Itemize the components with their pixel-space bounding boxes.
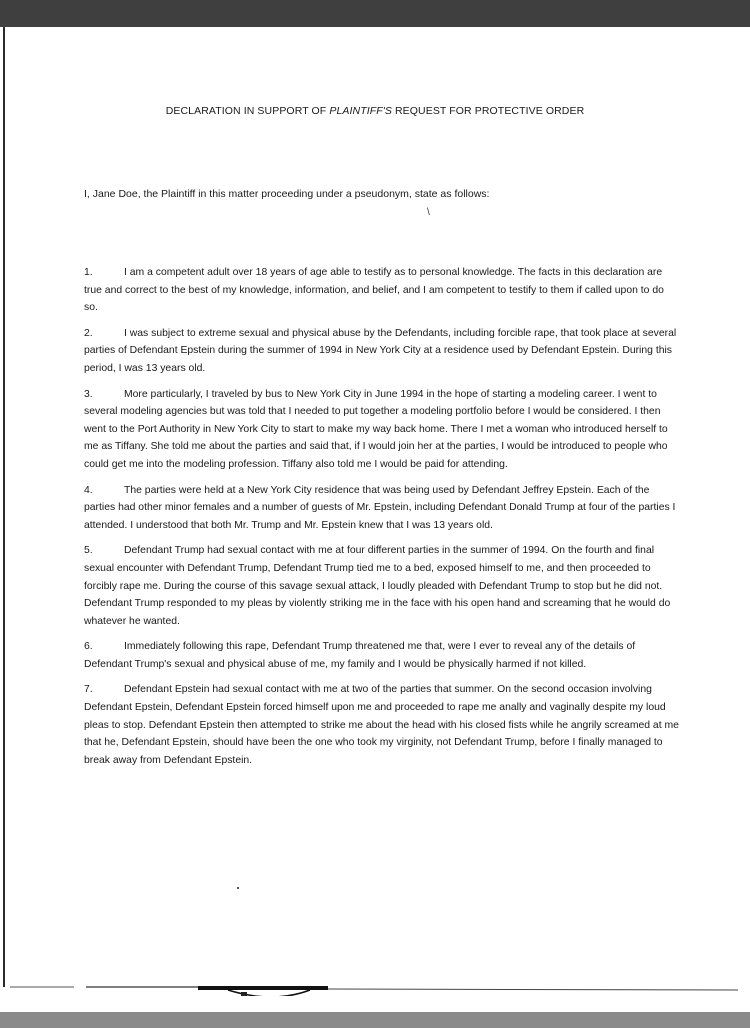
footer-scan-rule (8, 982, 738, 996)
paragraph-number: 5. (84, 545, 93, 557)
rule-thick-segment (198, 986, 328, 990)
stray-dot (237, 887, 239, 889)
title-italic: PLAINTIFF'S (329, 105, 392, 117)
paragraph (84, 482, 680, 535)
paragraph (84, 681, 680, 769)
rule-segment-right (328, 989, 738, 990)
document-title (0, 105, 750, 117)
paragraph-text: Immediately following this rape, Defendant Trump threatened me that, were I ever to reveal any of the details of Defendant Trump's sexual and physical abuse of me, my family and I would be physically harmed if not killed. (84, 641, 636, 670)
paragraph (84, 542, 680, 630)
document-page (0, 27, 750, 1012)
paragraph-number: 2. (84, 327, 93, 339)
paragraph-text: Defendant Trump had sexual contact with me at four different parties in the summer of 1994. On the fourth and final sexual encounter with Defendant Trump, Defendant Trump tied me to a bed, exposed himself to me, and then proceeded to forcibly rape me. During the course of this savage sexual attack, I loudly pleaded with Defendant Trump to stop but he did not. Defendant Trump responded to my pleas by violently striking me in the face with his open hand and screaming that he would do whatever he wanted. (84, 545, 671, 627)
paragraph-number: 4. (84, 484, 93, 496)
rule-mark (241, 992, 247, 996)
paragraph (84, 638, 680, 673)
paragraph-text: More particularly, I traveled by bus to New York City in June 1994 in the hope of starting a modeling career. I went to several modeling agencies but was told that I needed to put together a modeling portfolio before I would be considered. I then went to the Port Authority in New York City to start to make my way back home. There I met a woman who introduced herself to me as Tiffany. She told me about the parties and said that, if I would join her at the parties, I would be introduced to people who could get me into the modeling profession. Tiffany also told me I would be paid for attending. (84, 388, 668, 470)
paragraph-text: I am a competent adult over 18 years of age able to testify as to personal knowledge. The facts in this declaration are true and correct to the best of my knowledge, information, and belief, and I am competent to testify to them if called upon to do so. (84, 267, 664, 314)
numbered-paragraphs (84, 264, 680, 777)
paragraph (84, 325, 680, 378)
paragraph-text: I was subject to extreme sexual and physical abuse by the Defendants, including forcible rape, that took place at several parties of Defendant Epstein during the summer of 1994 in New York City at a residence used by Defendant Epstein. During this period, I was 13 years old. (84, 327, 677, 374)
viewer-top-bar (0, 0, 750, 27)
paragraph-text: The parties were held at a New York City residence that was being used by Defendant Jeffrey Epstein. Each of the parties had other minor females and a number of guests of Mr. Epstein, including Defendant Donald Trump at four of the parties I attended. I understood that both Mr. Trump and Mr. Epstein knew that I was 13 years old. (84, 484, 676, 531)
stray-scan-mark: \ (427, 207, 430, 218)
title-prefix: DECLARATION IN SUPPORT OF (165, 105, 330, 117)
paragraph-number: 3. (84, 388, 93, 400)
scan-edge-line (3, 27, 5, 987)
rule-curve (228, 990, 310, 996)
title-suffix: REQUEST FOR PROTECTIVE ORDER (391, 105, 585, 117)
paragraph-number: 6. (84, 641, 93, 653)
viewer-bottom-bar (0, 1012, 750, 1028)
paragraph-number: 7. (84, 684, 93, 696)
paragraph (84, 386, 680, 474)
intro-statement: I, Jane Doe, the Plaintiff in this matter proceeding under a pseudonym, state as follows: (84, 188, 490, 200)
paragraph-text: Defendant Epstein had sexual contact with me at two of the parties that summer. On the second occasion involving Defendant Epstein, Defendant Epstein forced himself upon me and proceeded to rape me anally and vaginally despite my loud pleas to stop. Defendant Epstein then attempted to strike me about the head with his closed fists while he angrily screamed at me that he, Defendant Epstein, should have been the one who took my virginity, not Defendant Trump, before I finally managed to break away from Defendant Epstein. (84, 684, 679, 766)
paragraph (84, 264, 680, 317)
paragraph-number: 1. (84, 267, 93, 278)
